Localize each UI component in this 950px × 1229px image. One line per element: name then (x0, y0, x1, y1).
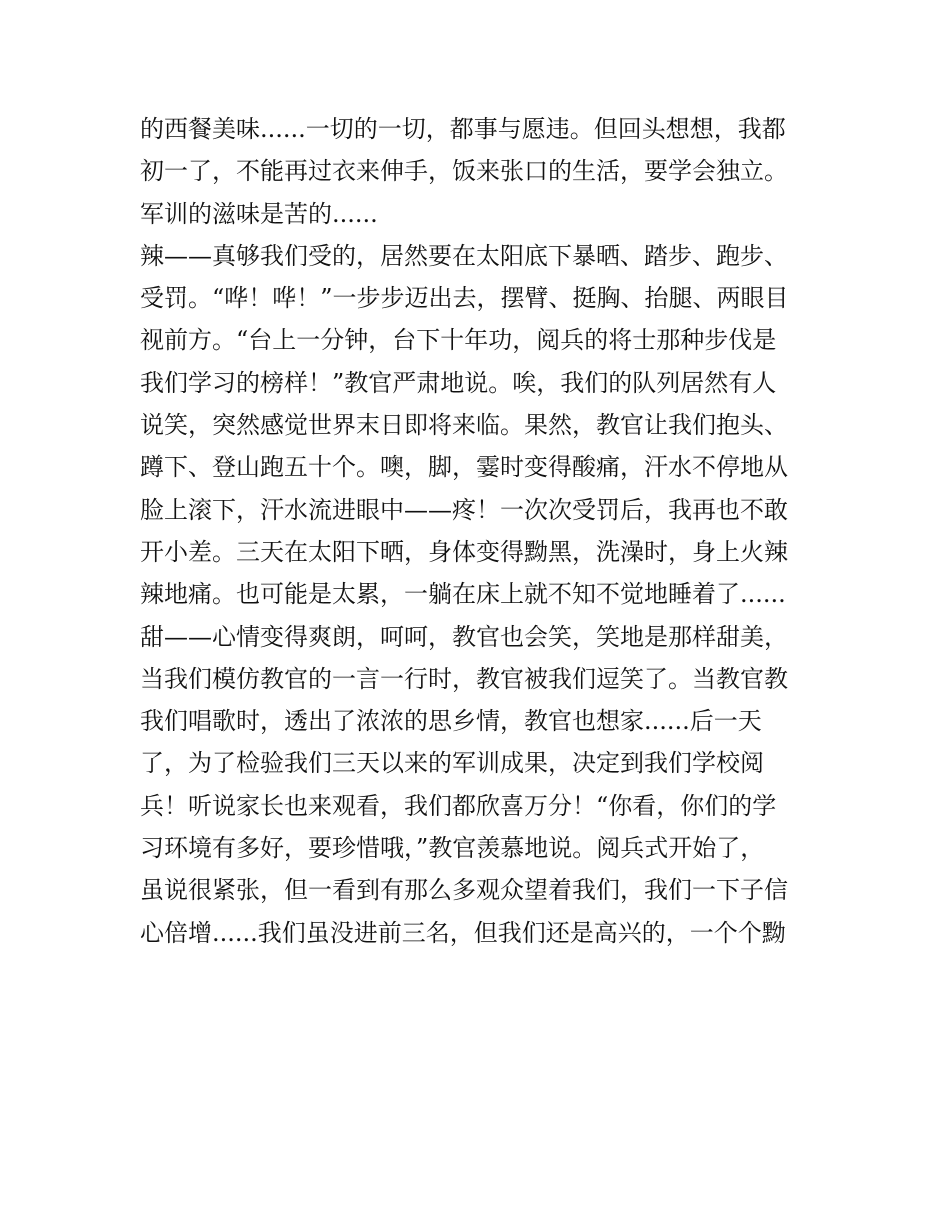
text-line: 虽说很紧张，但一看到有那么多观众望着我们，我们一下子信 (140, 876, 788, 905)
text-line: 我们唱歌时，透出了浓浓的思乡情，教官也想家......后一天 (140, 707, 762, 736)
text-line: 习环境有多好，要珍惜哦，”教官羡慕地说。阅兵式开始了， (140, 834, 765, 863)
text-line: 兵！听说家长也来观看，我们都欣喜万分！“你看，你们的学 (140, 791, 777, 820)
body-text (140, 108, 820, 954)
text-line: 视前方。“台上一分钟，台下十年功，阅兵的将士那种步伐是 (140, 326, 777, 355)
text-line: 军训的滋味是苦的...... (140, 199, 378, 228)
text-line: 初一了，不能再过衣来伸手，饭来张口的生活，要学会独立。 (140, 157, 788, 186)
text-line: 受罚。“哗！哗！”一步步迈出去，摆臂、挺胸、抬腿、两眼目 (140, 284, 789, 313)
text-line: 心倍增......我们虽没进前三名，但我们还是高兴的，一个个黝 (140, 918, 786, 947)
text-line: 说笑，突然感觉世界末日即将来临。果然，教官让我们抱头、 (140, 411, 788, 440)
text-line: 的西餐美味......一切的一切，都事与愿违。但回头想想，我都 (140, 115, 786, 143)
text-line: 辣——真够我们受的，居然要在太阳底下暴晒、踏步、跑步、 (140, 241, 788, 270)
text-line: 蹲下、登山跑五十个。噢，脚，霎时变得酸痛，汗水不停地从 (140, 453, 788, 482)
text-line: 甜——心情变得爽朗，呵呵，教官也会笑，笑地是那样甜美， (140, 622, 788, 651)
text-line: 我们学习的榜样！”教官严肃地说。唉，我们的队列居然有人 (140, 368, 777, 397)
text-line: 辣地痛。也可能是太累，一躺在床上就不知不觉地睡着了...... (140, 580, 786, 609)
text-line: 当我们模仿教官的一言一行时，教官被我们逗笑了。当教官教 (140, 664, 788, 693)
text-line: 开小差。三天在太阳下晒，身体变得黝黑，洗澡时，身上火辣 (140, 537, 788, 566)
text-line: 脸上滚下，汗水流进眼中——疼！一次次受罚后，我再也不敢 (140, 495, 788, 524)
text-line: 了，为了检验我们三天以来的军训成果，决定到我们学校阅 (140, 749, 764, 778)
